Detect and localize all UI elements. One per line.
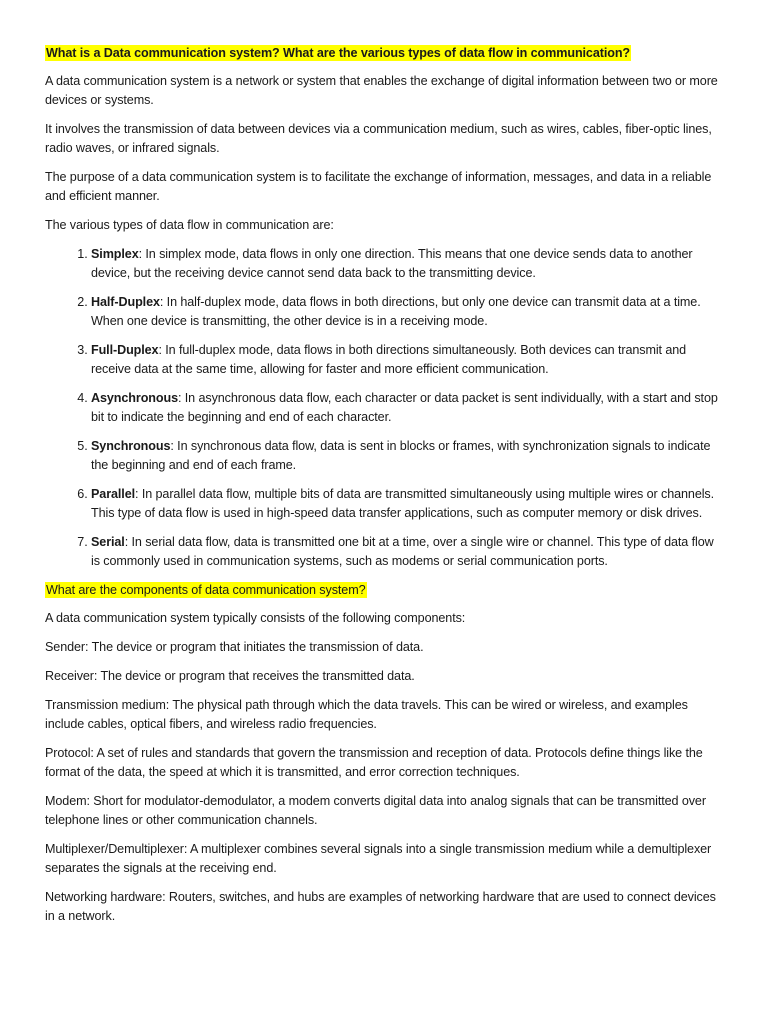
term-description: : In parallel data flow, multiple bits of data are transmitted simultaneously using multiple wires or channels. This type of data flow is used in high-speed data transfer applications, such as computer memory or disk drives. (91, 487, 715, 520)
highlighted-question-2: What are the components of data communication system? (46, 583, 366, 597)
component-networking-hardware: Networking hardware: Routers, switches, and hubs are examples of networking hardware that are used to connect devices in a network. (45, 890, 716, 923)
list-item (91, 533, 718, 571)
list-item (91, 437, 718, 475)
component-sender: Sender: The device or program that initiates the transmission of data. (45, 640, 424, 654)
term-description: : In simplex mode, data flows in only one direction. This means that one device sends data to another device, but the receiving device cannot send data back to the transmitting device. (91, 247, 693, 280)
term-parallel: Parallel (91, 487, 136, 501)
term-description: : In serial data flow, data is transmitted one bit at a time, over a single wire or channel. This type of data flow is commonly used in communication systems, such as modems or serial communication ports. (91, 535, 714, 568)
term-description: : In full-duplex mode, data flows in both directions simultaneously. Both devices can transmit and receive data at the same time, allowing for faster and more efficient communication. (91, 343, 687, 376)
term-description: : In synchronous data flow, data is sent in blocks or frames, with synchronization signals to indicate the beginning and end of each frame. (91, 439, 711, 472)
question-heading-1 (45, 44, 718, 63)
highlighted-question-1: What is a Data communication system? What are the various types of data flow in communication? (46, 46, 631, 60)
term-synchronous: Synchronous (91, 439, 171, 453)
term-serial: Serial (91, 535, 125, 549)
component-modem: Modem: Short for modulator-demodulator, a modem converts digital data into analog signals that can be transmitted over telephone lines or other communication channels. (45, 794, 706, 827)
intro-paragraph-1: A data communication system is a network or system that enables the exchange of digital information between two or more devices or systems. (45, 74, 718, 107)
component-transmission-medium: Transmission medium: The physical path through which the data travels. This can be wired or wireless, and examples include cables, optical fibers, and wireless radio frequencies. (45, 698, 688, 731)
list-item (91, 341, 718, 379)
components-intro: A data communication system typically consists of the following components: (45, 611, 466, 625)
list-item (91, 293, 718, 331)
list-item (91, 389, 718, 427)
term-asynchronous: Asynchronous (91, 391, 178, 405)
term-description: : In asynchronous data flow, each character or data packet is sent individually, with a start and stop bit to indicate the beginning and end of each character. (91, 391, 718, 424)
intro-paragraph-4: The various types of data flow in communication are: (45, 218, 334, 232)
intro-paragraph-2: It involves the transmission of data between devices via a communication medium, such as wires, cables, fiber-optic lines, radio waves, or infrared signals. (45, 122, 712, 155)
term-half-duplex: Half-Duplex (91, 295, 160, 309)
list-item (91, 485, 718, 523)
component-multiplexer: Multiplexer/Demultiplexer: A multiplexer combines several signals into a single transmission medium while a demultiplexer separates the signals at the receiving end. (45, 842, 712, 875)
term-description: : In half-duplex mode, data flows in both directions, but only one device can transmit data at a time. When one device is transmitting, the other device is in a receiving mode. (91, 295, 701, 328)
flow-types-list (45, 245, 718, 571)
component-receiver: Receiver: The device or program that receives the transmitted data. (45, 669, 415, 683)
term-simplex: Simplex (91, 247, 139, 261)
intro-paragraph-3: The purpose of a data communication system is to facilitate the exchange of information, messages, and data in a reliable and efficient manner. (45, 170, 712, 203)
component-protocol: Protocol: A set of rules and standards that govern the transmission and reception of data. Protocols define things like the format of the data, the speed at which it is transmitted, and error correction techniques. (45, 746, 703, 779)
term-full-duplex: Full-Duplex (91, 343, 159, 357)
question-heading-2 (45, 581, 718, 600)
list-item (91, 245, 718, 283)
